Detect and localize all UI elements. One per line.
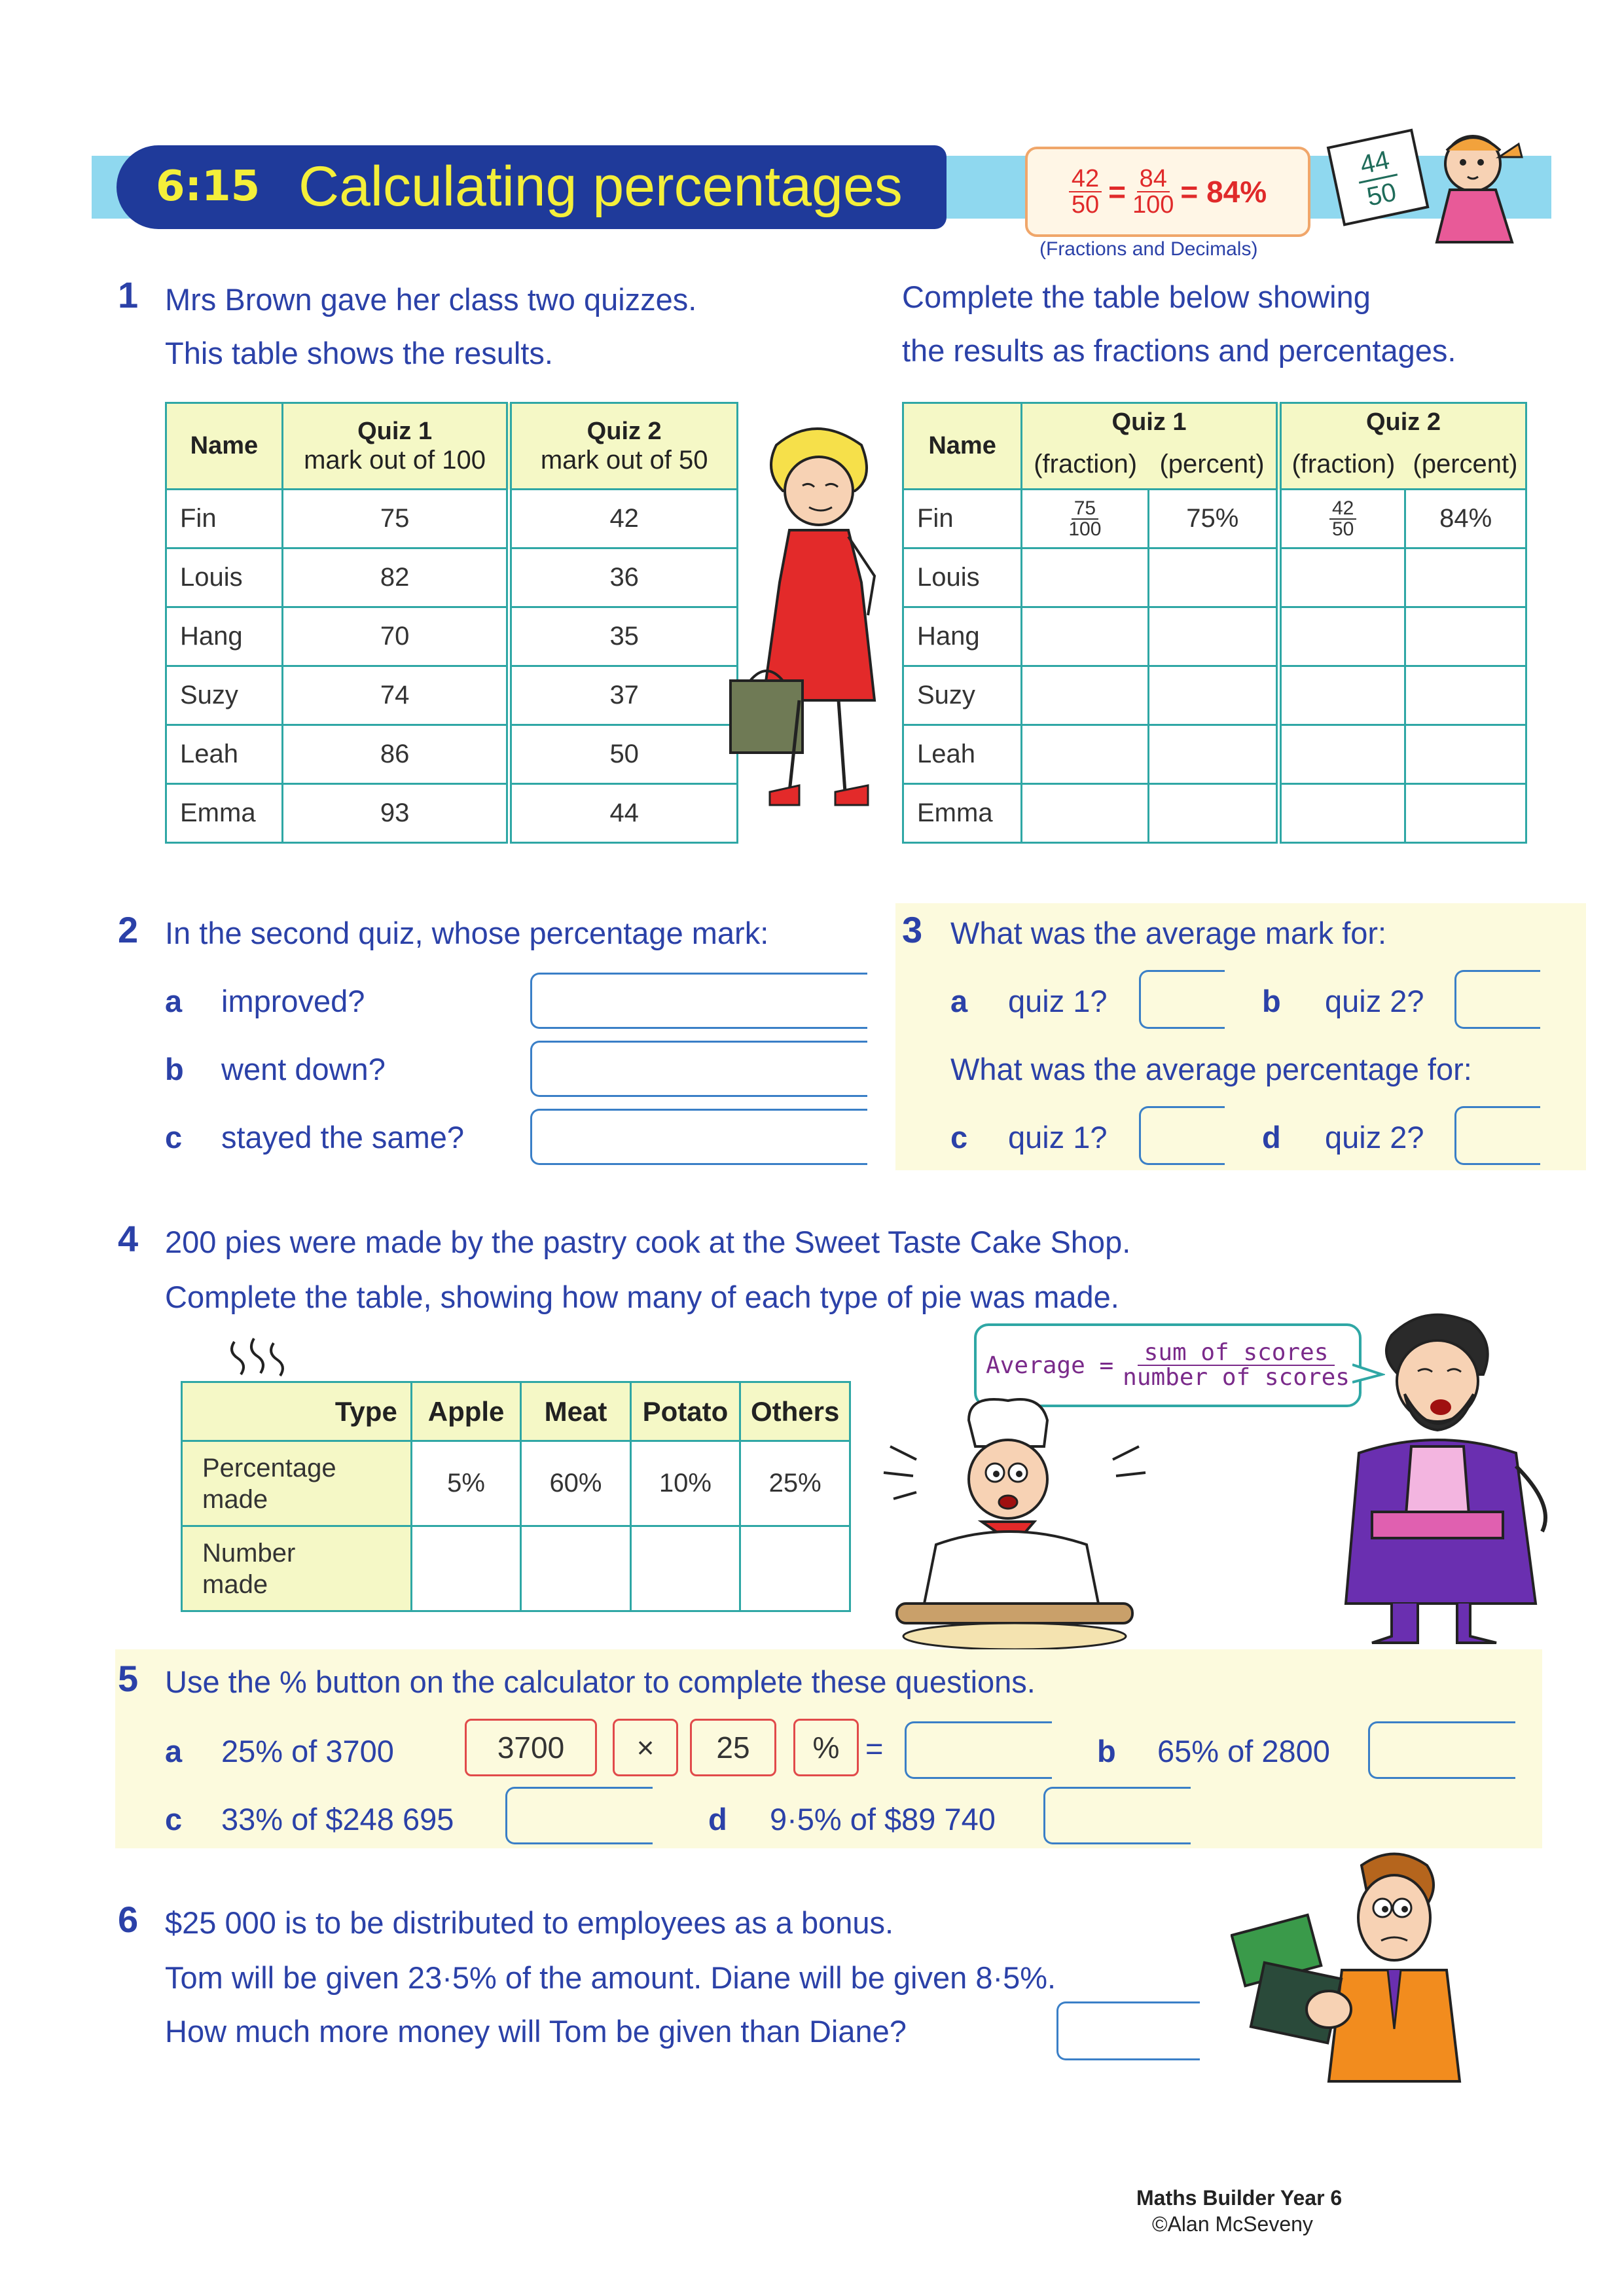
table-row: Percentage made 5% 60% 10% 25% — [182, 1441, 850, 1526]
q5-text-a: 25% of 3700 — [221, 1734, 394, 1768]
pastry-cook-illustration — [877, 1394, 1152, 1656]
q5-letter-d: d — [708, 1802, 727, 1837]
teacher-illustration — [717, 419, 914, 825]
q3-answer-a[interactable] — [1139, 970, 1225, 1029]
q6-line1: $25 000 is to be distributed to employees as a bonus. — [165, 1905, 894, 1940]
answer-cell[interactable] — [1405, 666, 1526, 725]
q2-text-c: stayed the same? — [221, 1120, 464, 1155]
t2-header-name: Name — [903, 403, 1022, 490]
answer-cell[interactable] — [1405, 725, 1526, 784]
answer-cell[interactable] — [1148, 548, 1278, 607]
q2-letter-c: c — [165, 1120, 183, 1155]
table-row: Fin 75 42 — [166, 490, 738, 548]
average-formula-bubble: Average = $\frac{\text{sum of scores}}{\text{number of scores}}$ — [974, 1323, 1362, 1407]
q3-text-d: quiz 2? — [1325, 1120, 1424, 1155]
table-row: Fin $\frac{75}{100}$ 75% $\frac{42}{50}$ 84% — [903, 490, 1526, 548]
q3-letter-b: b — [1262, 984, 1281, 1018]
table-row: Number made — [182, 1526, 850, 1611]
q1-left-line1: Mrs Brown gave her class two quizzes. — [165, 282, 697, 317]
q2-letter-a: a — [165, 984, 183, 1018]
question-6-number: 6 — [118, 1899, 139, 1940]
question-4-number: 4 — [118, 1218, 139, 1259]
answer-cell[interactable] — [1022, 725, 1148, 784]
answer-cell[interactable] — [1022, 548, 1148, 607]
q4-line2: Complete the table, showing how many of each type of pie was made. — [165, 1280, 1119, 1314]
q2-letter-b: b — [165, 1052, 184, 1086]
q1-right-line1: Complete the table below showing — [902, 279, 1371, 314]
answer-cell[interactable] — [1278, 548, 1405, 607]
q5-letter-b: b — [1097, 1734, 1116, 1768]
calc-key-3700[interactable]: 3700 — [465, 1719, 597, 1776]
fin-quiz1-fraction: $\frac{75}{100}$ — [1068, 497, 1102, 540]
lesson-number: 6:15 — [156, 162, 261, 211]
answer-cell[interactable] — [1278, 784, 1405, 843]
q3-stem1: What was the average mark for: — [950, 916, 1387, 950]
page-title: Calculating percentages — [298, 155, 903, 218]
fin-quiz2-fraction: $\frac{42}{50}$ — [1329, 499, 1356, 539]
q1-left-line2: This table shows the results. — [165, 336, 553, 370]
q3-letter-c: c — [950, 1120, 968, 1155]
table-row: Hang — [903, 607, 1526, 666]
opera-singer-illustration — [1307, 1296, 1568, 1649]
q3-stem2: What was the average percentage for: — [950, 1052, 1472, 1086]
example-fraction-1: $\frac{42}{50}$ — [1069, 166, 1102, 217]
q2-answer-a[interactable] — [530, 973, 867, 1029]
pie-header-type: Type — [182, 1382, 412, 1441]
table-row: Suzy 74 37 — [166, 666, 738, 725]
answer-cell[interactable] — [1278, 725, 1405, 784]
q5-text-b: 65% of 2800 — [1157, 1734, 1330, 1768]
table-row: Louis 82 36 — [166, 548, 738, 607]
calc-key-multiply[interactable]: × — [613, 1719, 678, 1776]
footer-copyright: ©Alan McSeveny — [1152, 2212, 1313, 2236]
q5-answer-c[interactable] — [505, 1787, 653, 1844]
fractions-percentages-table: Name Quiz 1 Quiz 2 (fraction) (percent) (fraction) (percent) Fin $\frac{75}{100}$ 75% $\frac{42}{50}$ 84% Louis Hang Suzy Leah Emma — [902, 402, 1527, 844]
q5-text-c: 33% of $248 695 — [221, 1802, 454, 1837]
answer-cell[interactable] — [1405, 784, 1526, 843]
answer-cell[interactable] — [1022, 666, 1148, 725]
table-row: Emma 93 44 — [166, 784, 738, 843]
q5-letter-a: a — [165, 1734, 183, 1768]
q5-letter-c: c — [165, 1802, 183, 1837]
table-row: Leah 86 50 — [166, 725, 738, 784]
question-2-number: 2 — [118, 909, 139, 950]
q3-text-a: quiz 1? — [1008, 984, 1108, 1018]
table-row: Emma — [903, 784, 1526, 843]
q6-line3: How much more money will Tom be given than Diane? — [165, 2014, 907, 2049]
q3-answer-c[interactable] — [1139, 1106, 1225, 1165]
answer-cell[interactable] — [1405, 548, 1526, 607]
girl-with-fraction-sign-illustration — [1322, 118, 1538, 249]
q6-answer[interactable] — [1056, 2001, 1200, 2060]
answer-cell[interactable] — [1278, 607, 1405, 666]
q3-answer-b[interactable] — [1454, 970, 1540, 1029]
q2-text-a: improved? — [221, 984, 365, 1018]
t2-header-quiz2: Quiz 2 — [1278, 403, 1526, 441]
t2-header-quiz1: Quiz 1 — [1022, 403, 1279, 441]
reference-note: (Fractions and Decimals) — [1039, 238, 1258, 260]
header-quiz1: Quiz 1 mark out of 100 — [282, 403, 509, 490]
q3-letter-a: a — [950, 984, 968, 1018]
table-row: Hang 70 35 — [166, 607, 738, 666]
answer-cell[interactable] — [1148, 666, 1278, 725]
answer-cell[interactable] — [1278, 666, 1405, 725]
example-formula: $\frac{42}{50}$ = $\frac{84}{100}$ = 84% — [1025, 147, 1310, 237]
answer-cell[interactable] — [740, 1526, 850, 1611]
pie-table: Type Apple Meat Potato Others Percentage made 5% 60% 10% 25% Number made — [181, 1381, 851, 1612]
q5-stem: Use the % button on the calculator to complete these questions. — [165, 1664, 1036, 1699]
answer-cell[interactable] — [1405, 607, 1526, 666]
q3-letter-d: d — [1262, 1120, 1281, 1155]
q5-answer-d[interactable] — [1043, 1787, 1191, 1844]
question-1-number: 1 — [118, 274, 139, 315]
question-5-number: 5 — [118, 1658, 139, 1699]
man-with-money-illustration — [1231, 1846, 1479, 2094]
calc-key-percent[interactable]: % — [793, 1719, 859, 1776]
q5-answer-b[interactable] — [1368, 1721, 1515, 1779]
sign-numerator: 44 — [1357, 145, 1392, 180]
q5-equals: = — [865, 1731, 884, 1766]
q2-text-b: went down? — [221, 1052, 386, 1086]
answer-cell[interactable] — [1022, 784, 1148, 843]
q5-text-d: 9·5% of $89 740 — [770, 1802, 996, 1837]
answer-cell[interactable] — [1148, 607, 1278, 666]
q1-right-line2: the results as fractions and percentages. — [902, 333, 1456, 368]
table-row: Leah — [903, 725, 1526, 784]
answer-cell[interactable] — [411, 1526, 521, 1611]
question-3-number: 3 — [902, 909, 923, 950]
answer-cell[interactable] — [1148, 725, 1278, 784]
q3-answer-d[interactable] — [1454, 1106, 1540, 1165]
example-fraction-2: $\frac{84}{100}$ — [1132, 165, 1174, 219]
calc-key-25[interactable]: 25 — [690, 1719, 776, 1776]
q2-stem: In the second quiz, whose percentage mark: — [165, 916, 769, 950]
answer-cell[interactable] — [1148, 784, 1278, 843]
q6-line2: Tom will be given 23·5% of the amount. Diane will be given 8·5%. — [165, 1960, 1056, 1995]
answer-cell[interactable] — [630, 1526, 740, 1611]
q2-answer-c[interactable] — [530, 1109, 867, 1165]
q3-text-c: quiz 1? — [1008, 1120, 1108, 1155]
sign-denominator: 50 — [1364, 177, 1399, 212]
quiz-results-table — [165, 402, 738, 844]
header-quiz2: Quiz 2 mark out of 50 — [509, 403, 738, 490]
answer-cell[interactable] — [521, 1526, 630, 1611]
q5-answer-a[interactable] — [905, 1721, 1052, 1779]
footer-book-title: Maths Builder Year 6 — [1136, 2186, 1343, 2210]
q2-answer-b[interactable] — [530, 1041, 867, 1097]
q4-line1: 200 pies were made by the pastry cook at the Sweet Taste Cake Shop. — [165, 1225, 1131, 1259]
q3-text-b: quiz 2? — [1325, 984, 1424, 1018]
table-row: Louis — [903, 548, 1526, 607]
header-name: Name — [166, 403, 283, 490]
table-row: Suzy — [903, 666, 1526, 725]
answer-cell[interactable] — [1022, 607, 1148, 666]
